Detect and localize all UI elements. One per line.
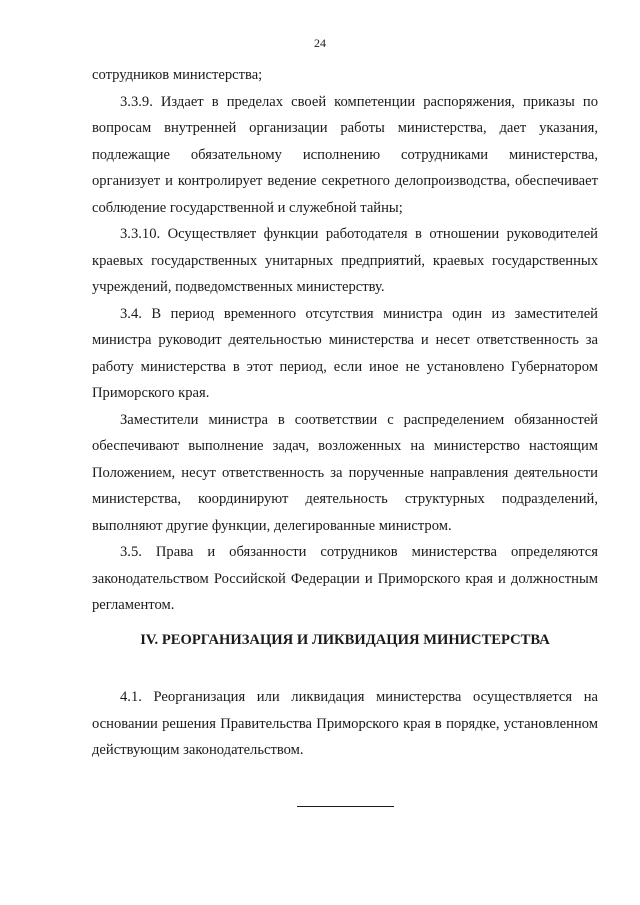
paragraph-4-1: 4.1. Реорганизация или ликвидация министерства осуществляется на основании решения Правительства Приморского края в порядке, установленном действующим законодательством.	[92, 689, 598, 758]
paragraph-3-4: 3.4. В период временного отсутствия министра один из заместителей министра руководит деятельностью министерства и несет ответственность за работу министерства в этот период, если иное не установлено Губернатором Приморского края.	[92, 305, 598, 401]
end-rule	[297, 806, 394, 807]
section-heading: IV. РЕОРГАНИЗАЦИЯ И ЛИКВИДАЦИЯ МИНИСТЕРСТВА	[140, 632, 550, 648]
page-number: 24	[314, 36, 326, 50]
paragraph-deputies: Заместители министра в соответствии с распределением обязанностей обеспечивают выполнение задач, возложенных на министерство настоящим Положением, несут ответственность за порученные направления деятельности министерства, координируют деятельность структурных подразделений, выполняют другие функции, делегированные министром.	[92, 411, 598, 534]
paragraph-3-3-9: 3.3.9. Издает в пределах своей компетенции распоряжения, приказы по вопросам внутренней организации работы министерства, дает указания, подлежащие обязательному исполнению сотрудниками министерства, организует и контролирует ведение секретного делопроизводства, обеспечивает соблюдение государственной и служебной тайны;	[92, 93, 598, 216]
paragraph-3-3-10: 3.3.10. Осуществляет функции работодателя в отношении руководителей краевых государственных унитарных предприятий, краевых государственных учреждений, подведомственных министерству.	[92, 226, 598, 295]
body-text	[92, 62, 598, 619]
paragraph-3-5: 3.5. Права и обязанности сотрудников министерства определяются законодательством Российской Федерации и Приморского края и должностным регламентом.	[92, 544, 598, 613]
section-text	[92, 684, 598, 764]
paragraph-continuation: сотрудников министерства;	[92, 67, 263, 83]
